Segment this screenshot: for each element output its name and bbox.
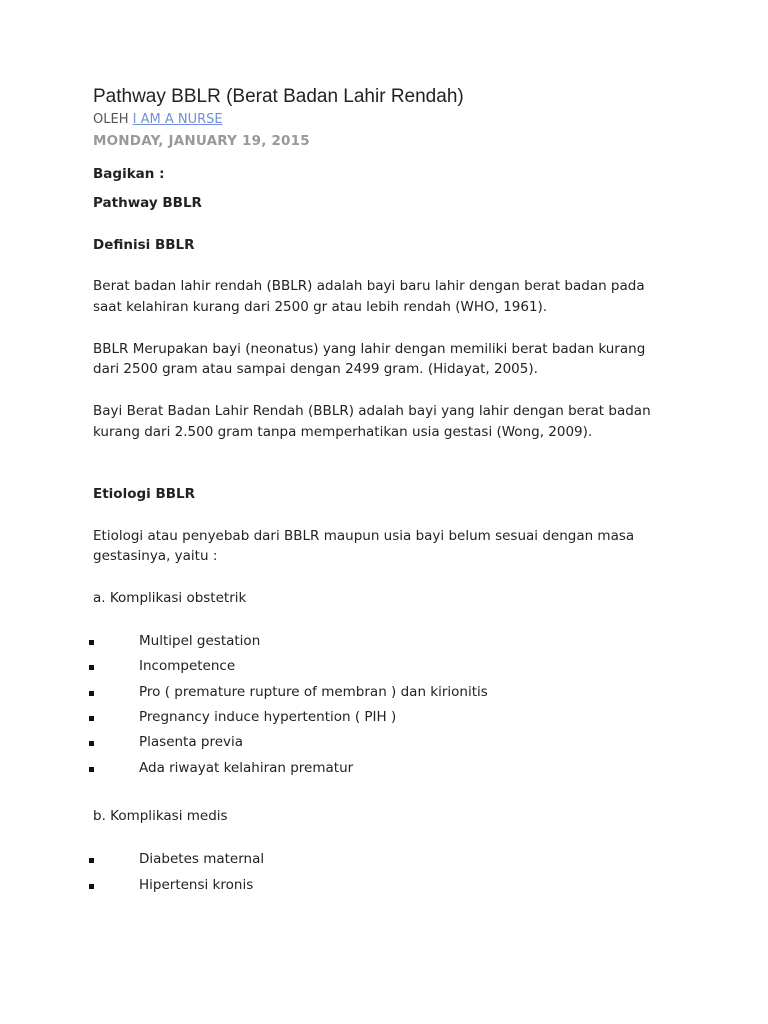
post-date: MONDAY, JANUARY 19, 2015	[93, 133, 310, 149]
list-item: Plasenta previa	[139, 734, 244, 750]
bullet-icon	[89, 884, 94, 889]
paragraph-3-line-1: Bayi Berat Badan Lahir Rendah (BBLR) adalah bayi yang lahir dengan berat badan	[93, 403, 651, 419]
bullet-icon	[89, 691, 94, 696]
byline-prefix: OLEH	[93, 112, 129, 127]
list-item: Ada riwayat kelahiran prematur	[139, 760, 354, 776]
list-item: Diabetes maternal	[139, 851, 265, 867]
bullet-icon	[89, 716, 94, 721]
list-item: Pro ( premature rupture of membran ) dan kirionitis	[139, 684, 488, 700]
bullet-icon	[89, 640, 94, 645]
list-b-heading: b. Komplikasi medis	[93, 808, 228, 824]
list-item: Multipel gestation	[139, 633, 261, 649]
author-link[interactable]: I AM A NURSE	[132, 112, 223, 127]
byline	[93, 112, 223, 127]
list-item: Incompetence	[139, 658, 236, 674]
list-item: Pregnancy induce hypertention ( PIH )	[139, 709, 397, 725]
bullet-icon	[89, 665, 94, 670]
bullet-icon	[89, 858, 94, 863]
definisi-heading: Definisi BBLR	[93, 237, 195, 253]
paragraph-1-line-1: Berat badan lahir rendah (BBLR) adalah bayi baru lahir dengan berat badan pada	[93, 278, 645, 294]
article-title: Pathway BBLR (Berat Badan Lahir Rendah)	[93, 86, 464, 107]
share-label: Bagikan :	[93, 166, 165, 182]
paragraph-3-line-2: kurang dari 2.500 gram tanpa memperhatikan usia gestasi (Wong, 2009).	[93, 424, 593, 440]
list-item: Hipertensi kronis	[139, 877, 254, 893]
bullet-icon	[89, 741, 94, 746]
bullet-icon	[89, 767, 94, 772]
etiologi-line-1: Etiologi atau penyebab dari BBLR maupun usia bayi belum sesuai dengan masa	[93, 528, 635, 544]
etiologi-line-2: gestasinya, yaitu :	[93, 548, 218, 564]
paragraph-2-line-1: BBLR Merupakan bayi (neonatus) yang lahir dengan memiliki berat badan kurang	[93, 341, 646, 357]
list-a-heading: a. Komplikasi obstetrik	[93, 590, 247, 606]
etiologi-heading: Etiologi BBLR	[93, 486, 196, 502]
paragraph-2-line-2: dari 2500 gram atau sampai dengan 2499 gram. (Hidayat, 2005).	[93, 361, 538, 377]
subtitle: Pathway BBLR	[93, 195, 202, 211]
paragraph-1-line-2: saat kelahiran kurang dari 2500 gr atau lebih rendah (WHO, 1961).	[93, 299, 548, 315]
